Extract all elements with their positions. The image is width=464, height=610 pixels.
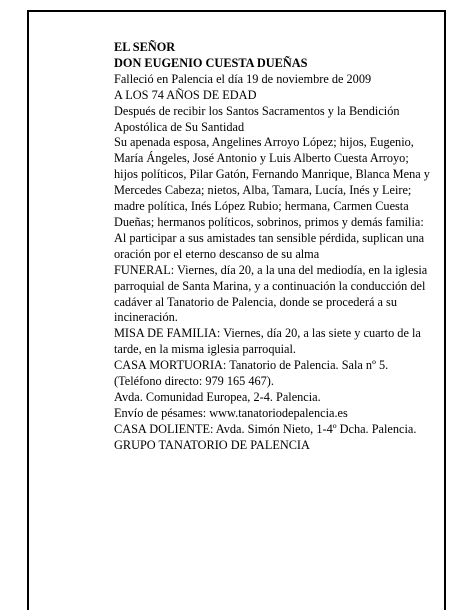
death-statement: Falleció en Palencia el día 19 de noviembre de 2009 bbox=[114, 71, 372, 86]
age-statement: A LOS 74 AÑOS DE EDAD bbox=[114, 87, 257, 102]
mourning-home-info: CASA DOLIENTE: Avda. Simón Nieto, 1-4º Dcha. Palencia. bbox=[114, 421, 417, 436]
notice-title: EL SEÑOR bbox=[114, 40, 176, 54]
deceased-name: DON EUGENIO CUESTA DUEÑAS bbox=[114, 55, 308, 70]
family-mass-info: MISA DE FAMILIA: Viernes, día 20, a las siete y cuarto de la tarde, en la misma iglesia parroquial. bbox=[114, 326, 421, 357]
mortuary-info: CASA MORTUORIA: Tanatorio de Palencia. Sala nº 5. (Teléfono directo: 979 165 467). bbox=[114, 358, 389, 389]
prayer-request: Al participar a sus amistades tan sensible pérdida, suplican una oración por el eterno descanso de su alma bbox=[114, 230, 425, 261]
funeral-info: FUNERAL: Viernes, día 20, a la una del mediodía, en la iglesia parroquial de Santa Marina, y a continuación la conducción del cadáver al Tanatorio de Palencia, donde se procederá a su incineración. bbox=[114, 262, 428, 325]
obituary-notice bbox=[114, 40, 432, 454]
sacraments-statement: Después de recibir los Santos Sacramentos y la Bendición Apostólica de Su Santidad bbox=[114, 103, 400, 134]
funeral-home-group: GRUPO TANATORIO DE PALENCIA bbox=[114, 437, 310, 452]
condolences-info: Envío de pésames: www.tanatoriodepalencia.es bbox=[114, 405, 348, 420]
mortuary-address: Avda. Comunidad Europea, 2-4. Palencia. bbox=[114, 389, 321, 404]
family-list: Su apenada esposa, Angelines Arroyo López; hijos, Eugenio, María Ángeles, José Antonio y Luis Alberto Cuesta Arroyo; hijos políticos, Pilar Gatón, Fernando Manrique, Blanca Mena y Mercedes Cabeza; nietos, Alba, Tamara, Lucía, Inés y Leire; madre política, Inés López Rubio; hermana, Carmen Cuesta Dueñas; hermanos políticos, sobrinos, primos y demás familia: bbox=[114, 135, 430, 229]
